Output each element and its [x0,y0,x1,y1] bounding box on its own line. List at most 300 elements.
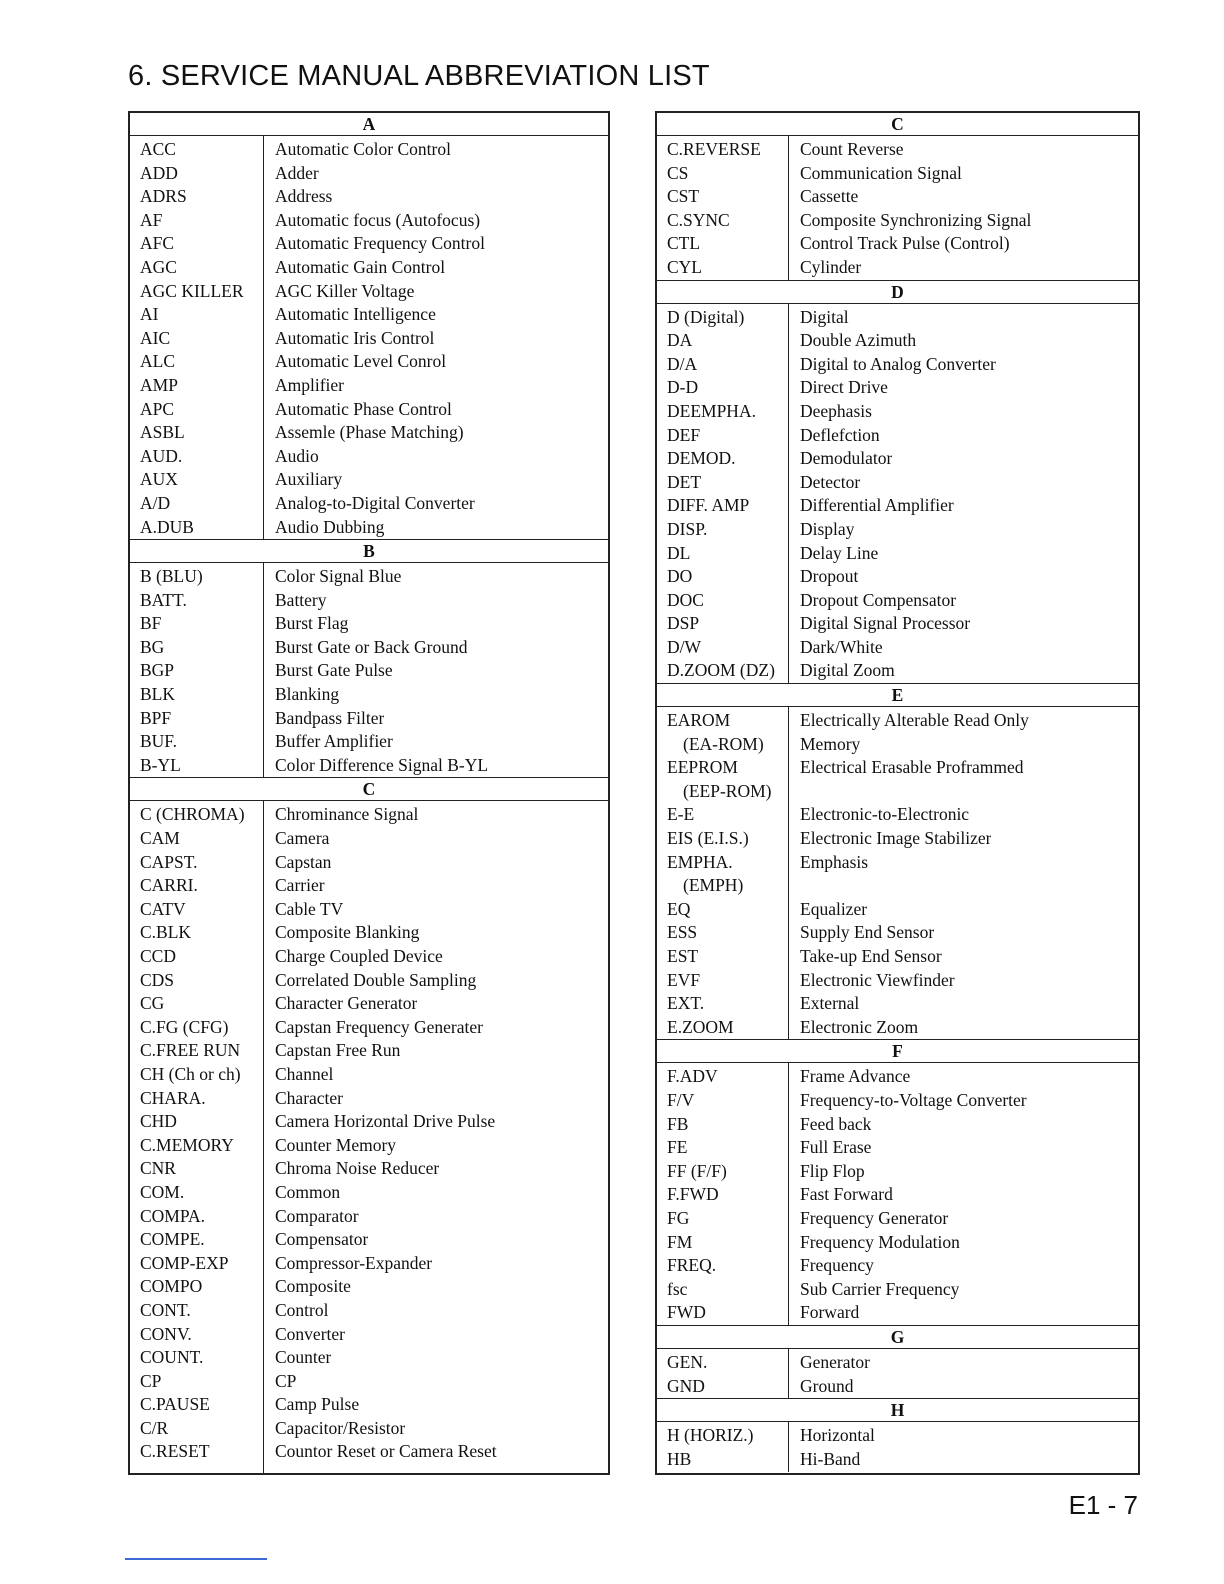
abbreviation-row [130,921,608,945]
section-letter-heading: D [657,280,1138,304]
abbreviation: AUX [140,469,178,490]
meaning: Burst Gate or Back Ground [275,636,468,657]
abbreviation: CYL [667,256,702,277]
abbreviation-row [130,280,608,304]
abbreviation: F/V [667,1089,695,1110]
abbreviation-row [657,969,1138,993]
page-title: 6. SERVICE MANUAL ABBREVIATION LIST [128,60,710,92]
abbreviation-row [130,1181,608,1205]
abbreviation: FWD [667,1302,706,1323]
abbreviation-row [657,232,1138,256]
abbreviation: DL [667,542,691,563]
meaning: Communication Signal [800,162,962,183]
section-a [130,113,608,539]
abbreviation: EEPROM [667,757,738,778]
abbreviation: EVF [667,969,701,990]
meaning: Capacitor/Resistor [275,1417,406,1438]
abbreviation-row [130,851,608,875]
abbreviation: C (CHROMA) [140,804,245,825]
meaning: Frequency Generator [800,1207,949,1228]
section-e [657,683,1138,1039]
abbreviation: CS [667,162,689,183]
abbreviation-row [130,327,608,351]
meaning: Automatic Color Control [275,139,451,159]
abbreviation-row [657,874,1138,898]
abbreviation: CONV. [140,1323,192,1344]
abbreviation-row [657,353,1138,377]
meaning: Automatic focus (Autofocus) [275,209,481,230]
abbreviation: AMP [140,374,178,395]
meaning: Compressor-Expander [275,1252,433,1273]
abbreviation-row [130,636,608,660]
section-letter-heading: C [130,777,608,801]
meaning: Buffer Amplifier [275,731,393,752]
abbreviation-row [657,1016,1138,1040]
meaning: Feed back [800,1113,872,1134]
meaning: Equalizer [800,898,868,919]
abbreviation-row [130,803,608,827]
abbreviation-row [130,898,608,922]
abbreviation: GND [667,1375,705,1396]
abbreviation-row [657,921,1138,945]
abbreviation: B (BLU) [140,566,203,587]
meaning: Differential Amplifier [800,495,954,516]
abbreviation-row [657,424,1138,448]
abbreviation: CP [140,1370,162,1391]
abbreviation-row [130,730,608,754]
section-letter-heading: A [130,113,608,136]
abbreviation-row [657,1065,1138,1089]
abbreviation: COUNT. [140,1347,204,1368]
meaning: Ground [800,1375,854,1396]
abbreviation-row [657,612,1138,636]
abbreviation-row [657,803,1138,827]
footer-rule [125,1558,267,1560]
abbreviation-row [130,1039,608,1063]
abbreviation: ESS [667,922,698,943]
meaning: Deephasis [800,400,872,421]
abbreviation-row [130,1299,608,1323]
abbreviation-row [130,398,608,422]
abbreviation: E-E [667,804,695,825]
meaning: Frequency-to-Voltage Converter [800,1089,1027,1110]
meaning: Frequency [800,1255,874,1276]
meaning: Electrical Erasable Proframmed [800,757,1024,778]
abbreviation: COMPA. [140,1205,206,1226]
meaning: Character [275,1087,344,1108]
meaning: Flip Flop [800,1160,865,1181]
abbreviation: HB [667,1448,692,1469]
abbreviation-row [130,874,608,898]
abbreviation: DET [667,471,702,492]
abbreviation-row [657,1351,1138,1375]
meaning: Capstan [275,851,332,872]
meaning: Analog-to-Digital Converter [275,492,475,513]
section-letter-heading: E [657,683,1138,707]
abbreviation: CNR [140,1158,176,1179]
abbreviation-row [657,827,1138,851]
abbreviation-row [130,969,608,993]
meaning: Fast Forward [800,1184,893,1205]
meaning: Electronic Viewfinder [800,969,955,990]
abbreviation: H (HORIZ.) [667,1425,754,1446]
meaning: Take-up End Sensor [800,946,942,966]
meaning: Forward [800,1302,860,1323]
meaning: Automatic Iris Control [275,327,435,348]
abbreviation-row [130,945,608,969]
abbreviation: APC [140,398,175,419]
meaning: Carrier [275,875,325,896]
abbreviation: CST [667,186,700,207]
abbreviation: FG [667,1207,690,1228]
meaning: Dropout Compensator [800,589,957,610]
table-bottom-filler [130,1464,608,1473]
meaning [788,780,800,804]
abbreviation: ACC [140,139,176,159]
meaning: Cable TV [275,898,344,919]
abbreviation-row [130,1157,608,1181]
abbreviation-row [657,209,1138,233]
abbreviation: DEF [667,424,701,445]
section-g [657,1325,1138,1398]
abbreviation: D/W [667,636,702,657]
abbreviation: BLK [140,684,175,705]
abbreviation: BF [140,613,162,634]
abbreviation-row [657,659,1138,683]
meaning: Address [275,186,333,207]
abbreviation-row [657,1448,1138,1472]
abbreviation: EQ [667,898,691,919]
abbreviation-row [130,350,608,374]
meaning: Automatic Level Conrol [275,351,447,372]
abbreviation-row [657,1424,1138,1448]
abbreviation-row [130,374,608,398]
meaning: Display [800,518,855,539]
abbreviation: COMPE. [140,1229,205,1250]
meaning: Full Erase [800,1137,872,1158]
abbreviation: BPF [140,707,172,728]
abbreviation-row [657,329,1138,353]
meaning: CP [275,1370,297,1391]
abbreviation-row [130,1134,608,1158]
abbreviation: A/D [140,492,171,513]
abbreviation: D-D [667,377,699,398]
abbreviation-row [130,1346,608,1370]
abbreviation: E.ZOOM [667,1016,734,1037]
meaning: Bandpass Filter [275,707,385,728]
abbreviation-row [657,1183,1138,1207]
abbreviation: EMPHA. [667,851,733,872]
abbreviation: DO [667,566,693,587]
abbreviation-row [130,421,608,445]
abbreviation-row [657,589,1138,613]
meaning: Countor Reset or Camera Reset [275,1441,497,1462]
abbreviation: DSP [667,613,700,634]
abbreviation: AGC [140,256,177,277]
abbreviation-row [130,232,608,256]
meaning: Capstan Free Run [275,1040,401,1061]
abbreviation-row [130,445,608,469]
abbreviation: CHARA. [140,1087,206,1108]
section-letter-heading: G [657,1325,1138,1349]
abbreviation-row [130,303,608,327]
meaning: Burst Gate Pulse [275,660,393,681]
abbreviation-row [657,400,1138,424]
abbreviation-row [657,376,1138,400]
abbreviation-row [657,992,1138,1016]
abbreviation-row [657,1136,1138,1160]
meaning: Supply End Sensor [800,922,935,943]
abbreviation: COMPO [140,1276,203,1297]
abbreviation: BUF. [140,731,178,752]
section-letter-heading: B [130,539,608,563]
meaning: Comparator [275,1205,359,1226]
abbreviation-row [130,185,608,209]
abbreviation-row [130,516,608,540]
abbreviation: CG [140,993,165,1014]
meaning: Electrically Alterable Read Only [800,710,1029,731]
abbreviation: BATT. [140,589,187,610]
abbreviation: A.DUB [140,516,194,537]
meaning: Automatic Intelligence [275,304,436,325]
abbreviation: ADD [140,162,178,183]
section-h [657,1398,1138,1471]
abbreviation-row [130,162,608,186]
meaning: Converter [275,1323,345,1344]
meaning: Battery [275,589,327,610]
abbreviation: ASBL [140,422,185,443]
section-letter-heading: F [657,1039,1138,1063]
abbreviation-row [657,945,1138,969]
meaning: Sub Carrier Frequency [800,1278,960,1299]
abbreviation: C.PAUSE [140,1394,210,1415]
meaning: Correlated Double Sampling [275,969,477,990]
abbreviation: EST [667,946,699,966]
table-bottom-filler [657,1471,1138,1472]
page-number: E1 - 7 [1068,1490,1138,1520]
section-c [657,113,1138,280]
meaning: Compensator [275,1229,369,1250]
abbreviation: C.REVERSE [667,139,761,159]
meaning: Demodulator [800,448,893,469]
abbreviation: DIFF. AMP [667,495,750,516]
abbreviation: AF [140,209,163,230]
abbreviation-row [130,1228,608,1252]
abbreviation: CATV [140,898,186,919]
meaning: Composite Synchronizing Signal [800,209,1032,230]
meaning: Electronic-to-Electronic [800,804,970,825]
meaning: Deflefction [800,424,880,445]
abbreviation: C.RESET [140,1441,210,1462]
abbreviation: CARRI. [140,875,198,896]
abbreviation: AUD. [140,445,183,466]
meaning: Memory [800,733,861,754]
abbreviation: FE [667,1137,688,1158]
abbreviation-row [130,683,608,707]
abbreviation: CDS [140,969,175,990]
meaning: Camera [275,828,330,849]
abbreviation: FB [667,1113,689,1134]
abbreviation-table-right [655,111,1140,1475]
abbreviation: C.FG (CFG) [140,1016,229,1037]
section-letter-heading: C [657,113,1138,136]
abbreviation-row [130,659,608,683]
abbreviation-row [657,898,1138,922]
meaning: Detector [800,471,861,492]
meaning: Composite [275,1276,351,1297]
abbreviation-row [657,1231,1138,1255]
meaning: AGC Killer Voltage [275,280,415,301]
meaning: Color Signal Blue [275,566,402,587]
meaning: Automatic Phase Control [275,398,452,419]
meaning: Assemle (Phase Matching) [275,422,464,443]
abbreviation: AFC [140,233,175,254]
meaning: Chroma Noise Reducer [275,1158,440,1179]
meaning [788,874,800,898]
meaning: Capstan Frequency Generater [275,1016,483,1037]
meaning: Blanking [275,684,340,705]
meaning: Camp Pulse [275,1394,360,1415]
abbreviation: CAPST. [140,851,198,872]
meaning: Dropout [800,566,859,587]
meaning: Digital Zoom [800,660,895,681]
abbreviation: fsc [667,1278,688,1299]
section-c [130,777,608,1464]
abbreviation: B-YL [140,754,181,775]
abbreviation: CTL [667,233,701,254]
abbreviation-row [657,447,1138,471]
abbreviation-row [130,1440,608,1464]
meaning: Common [275,1181,341,1202]
abbreviation-row [130,754,608,778]
meaning: Electronic Zoom [800,1016,919,1037]
abbreviation-row [130,492,608,516]
abbreviation-row [130,992,608,1016]
abbreviation-row [657,756,1138,780]
meaning: Direct Drive [800,377,888,398]
abbreviation: AIC [140,327,171,348]
abbreviation-row [657,494,1138,518]
abbreviation-row [130,827,608,851]
abbreviation: AI [140,304,159,325]
abbreviation-row [130,1063,608,1087]
abbreviation: (EEP-ROM) [683,780,772,801]
abbreviation-row [130,1252,608,1276]
abbreviation: (EMPH) [683,875,744,896]
abbreviation: F.ADV [667,1066,718,1087]
meaning: Digital [800,306,849,327]
abbreviation: C.SYNC [667,209,730,230]
abbreviation: ADRS [140,186,187,207]
meaning: Automatic Gain Control [275,256,446,277]
abbreviation-row [130,138,608,162]
abbreviation-row [130,209,608,233]
abbreviation-row [657,1089,1138,1113]
abbreviation-row [657,709,1138,733]
abbreviation-row [657,780,1138,804]
abbreviation: ALC [140,351,175,372]
abbreviation-row [657,1301,1138,1325]
meaning: Digital Signal Processor [800,613,971,634]
abbreviation: DEEMPHA. [667,400,756,421]
abbreviation: COMP-EXP [140,1252,229,1273]
abbreviation-row [130,256,608,280]
meaning: Character Generator [275,993,418,1014]
abbreviation-row [130,612,608,636]
abbreviation: EAROM [667,710,731,731]
abbreviation-row [130,589,608,613]
meaning: Automatic Frequency Control [275,233,485,254]
abbreviation-row [130,1110,608,1134]
abbreviation: CCD [140,946,176,966]
abbreviation: (EA-ROM) [683,733,764,754]
abbreviation-row [657,636,1138,660]
abbreviation-row [657,1254,1138,1278]
meaning: Dark/White [800,636,883,657]
meaning: Electronic Image Stabilizer [800,828,992,849]
abbreviation-row [657,1113,1138,1137]
meaning: Composite Blanking [275,922,420,943]
meaning: Generator [800,1351,870,1372]
section-f [657,1039,1138,1325]
abbreviation-row [657,733,1138,757]
abbreviation-row [657,1160,1138,1184]
abbreviation-row [130,1417,608,1441]
abbreviation: BGP [140,660,175,681]
abbreviation: C.MEMORY [140,1134,234,1155]
meaning: Digital to Analog Converter [800,353,996,374]
section-d [657,280,1138,684]
abbreviation: FM [667,1231,693,1252]
abbreviation: C.BLK [140,922,192,943]
abbreviation-row [657,471,1138,495]
meaning: Count Reverse [800,139,904,159]
abbreviation-row [657,1207,1138,1231]
abbreviation-row [657,851,1138,875]
section-letter-heading: H [657,1398,1138,1422]
meaning: Cylinder [800,256,862,277]
abbreviation-row [657,306,1138,330]
meaning: Charge Coupled Device [275,946,443,966]
abbreviation: DOC [667,589,704,610]
abbreviation: DISP. [667,518,708,539]
abbreviation: FF (F/F) [667,1160,727,1181]
abbreviation: CAM [140,828,180,849]
abbreviation: DEMOD. [667,448,736,469]
abbreviation: COM. [140,1181,185,1202]
abbreviation: BG [140,636,165,657]
abbreviation-row [130,1016,608,1040]
abbreviation: D/A [667,353,698,374]
abbreviation: C.FREE RUN [140,1040,241,1061]
abbreviation-row [130,565,608,589]
abbreviation-row [130,1393,608,1417]
meaning: Hi-Band [800,1448,861,1469]
abbreviation: D (Digital) [667,306,745,327]
abbreviation-row [130,707,608,731]
abbreviation-row [657,138,1138,162]
section-b [130,539,608,777]
meaning: Delay Line [800,542,879,563]
meaning: Color Difference Signal B-YL [275,754,489,775]
abbreviation-row [130,468,608,492]
abbreviation-row [657,565,1138,589]
meaning: Counter Memory [275,1134,397,1155]
meaning: Burst Flag [275,613,349,634]
abbreviation: GEN. [667,1351,708,1372]
meaning: Frequency Modulation [800,1231,960,1252]
abbreviation-row [130,1323,608,1347]
